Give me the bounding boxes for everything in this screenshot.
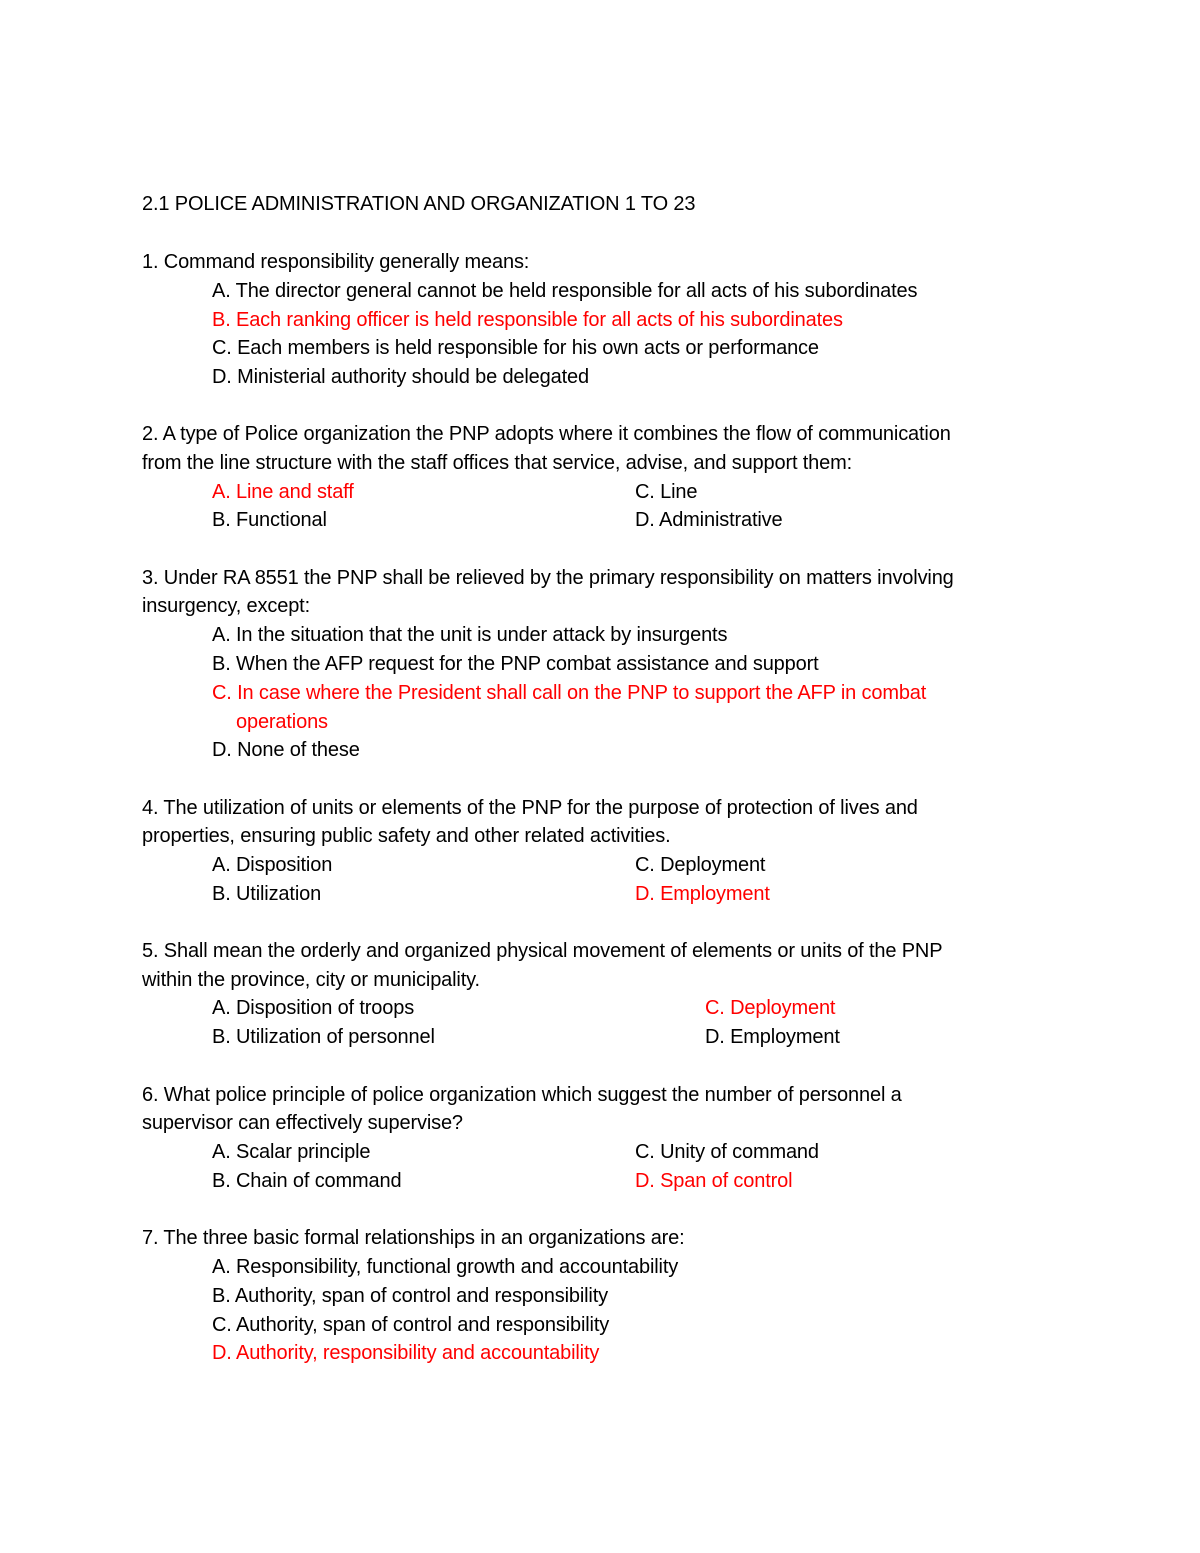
question-3-option-c-answer: C. In case where the President shall call on the PNP to support the AFP in combat [212,682,927,704]
question-4-option-a: A. Disposition [212,854,333,876]
question-3-stem-line-1: 3. Under RA 8551 the PNP shall be relieved by the primary responsibility on matters involving [142,567,954,589]
question-6-option-d-answer: D. Span of control [635,1170,793,1192]
question-6-option-c: C. Unity of command [635,1141,819,1163]
question-5-option-c-answer: C. Deployment [705,997,836,1019]
question-1-option-c: C. Each members is held responsible for his own acts or performance [212,337,819,359]
question-6-option-b: B. Chain of command [212,1170,402,1192]
question-5-option-d: D. Employment [705,1026,840,1048]
question-2-option-b: B. Functional [212,509,327,531]
question-3-option-a: A. In the situation that the unit is under attack by insurgents [212,624,728,646]
question-5-option-a: A. Disposition of troops [212,997,415,1019]
question-4-stem-line-1: 4. The utilization of units or elements of the PNP for the purpose of protection of lives and [142,797,918,819]
question-6-stem-line-2: supervisor can effectively supervise? [142,1112,463,1134]
question-4-stem-line-2: properties, ensuring public safety and other related activities. [142,825,671,847]
question-4-option-c: C. Deployment [635,854,766,876]
question-6-stem-line-1: 6. What police principle of police organization which suggest the number of personnel a [142,1084,902,1106]
question-7-stem: 7. The three basic formal relationships in an organizations are: [142,1227,685,1249]
page-title: 2.1 POLICE ADMINISTRATION AND ORGANIZATION 1 TO 23 [142,193,696,215]
question-5-option-b: B. Utilization of personnel [212,1026,435,1048]
question-1-option-a: A. The director general cannot be held responsible for all acts of his subordinates [212,280,918,302]
question-2-stem-line-1: 2. A type of Police organization the PNP adopts where it combines the flow of communication [142,423,951,445]
question-3-option-c-answer-continued: operations [236,711,328,733]
question-3-option-d: D. None of these [212,739,360,761]
question-2-option-d: D. Administrative [635,509,783,531]
question-6-option-a: A. Scalar principle [212,1141,371,1163]
question-1-option-d: D. Ministerial authority should be delegated [212,366,589,388]
question-5-stem-line-2: within the province, city or municipality. [142,969,480,991]
question-3-stem-line-2: insurgency, except: [142,595,310,617]
question-4-option-d-answer: D. Employment [635,883,770,905]
question-7-option-d-answer: D. Authority, responsibility and accountability [212,1342,600,1364]
question-4-option-b: B. Utilization [212,883,322,905]
question-2-option-c: C. Line [635,481,698,503]
question-7-option-c: C. Authority, span of control and responsibility [212,1314,610,1336]
question-2-option-a-answer: A. Line and staff [212,481,354,503]
question-5-stem-line-1: 5. Shall mean the orderly and organized physical movement of elements or units of the PNP [142,940,943,962]
question-7-option-a: A. Responsibility, functional growth and accountability [212,1256,679,1278]
question-3-option-b: B. When the AFP request for the PNP combat assistance and support [212,653,819,675]
question-1-option-b-answer: B. Each ranking officer is held responsible for all acts of his subordinates [212,309,843,331]
question-2-stem-line-2: from the line structure with the staff offices that service, advise, and support them: [142,452,853,474]
question-7-option-b: B. Authority, span of control and responsibility [212,1285,608,1307]
question-1-stem: 1. Command responsibility generally means: [142,251,530,273]
